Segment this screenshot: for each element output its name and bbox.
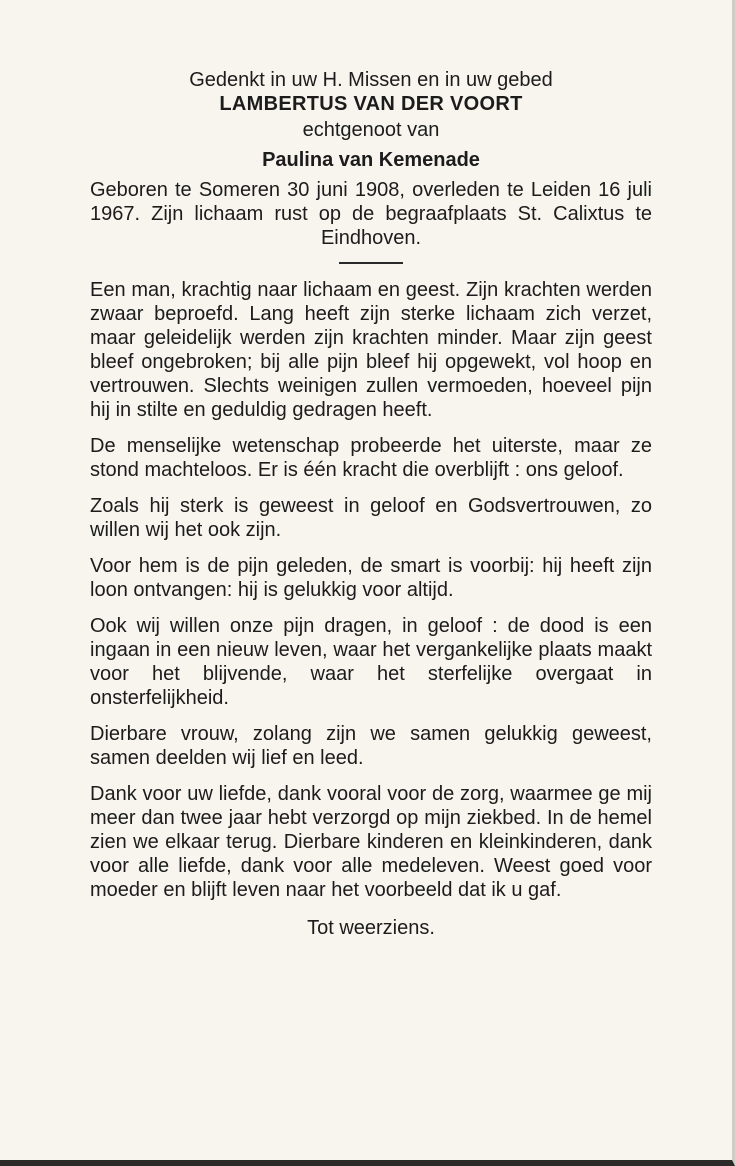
paragraph-6: Dierbare vrouw, zolang zijn we samen gelukkig geweest, samen deelden wij lief en leed. — [90, 723, 652, 769]
paragraph-1: Een man, krachtig naar lichaam en geest. Zijn krachten werden zwaar beproefd. Lang heeft zijn sterke lichaam zich verzet, maar geleidelijk werden zijn krachten minder. Maar zijn geest bleef ongebroken; bij alle pijn bleef hij opgewekt, vol hoop en vertrouwen. Slechts weinigen zullen vermoeden, hoeveel pijn hij in stilte en geduldig gedragen heeft. — [90, 279, 652, 421]
spouse-label: echtgenoot van — [302, 119, 440, 141]
paragraph-3: Zoals hij sterk is geweest in geloof en Godsvertrouwen, zo willen wij het ook zijn. — [90, 495, 652, 541]
paragraph-4: Voor hem is de pijn geleden, de smart is voorbij: hij heeft zijn loon ontvangen: hij is gelukkig voor altijd. — [90, 555, 652, 601]
paragraph-2: De menselijke wetenschap probeerde het uiterste, maar ze stond machteloos. Er is één kracht die overblijft : ons geloof. — [90, 435, 652, 481]
intro-line: Gedenkt in uw H. Missen en in uw gebed — [189, 69, 553, 91]
birth-death-text: Geboren te Someren 30 juni 1908, overleden te Leiden 16 juli 1967. Zijn lichaam rust op de begraafplaats St. Calixtus te Eindhoven. — [90, 179, 652, 249]
spouse-name: Paulina van Kemenade — [262, 149, 480, 171]
card-content — [90, 68, 652, 940]
closing-line: Tot weerziens. — [307, 917, 435, 939]
paragraph-7: Dank voor uw liefde, dank vooral voor de zorg, waarmee ge mij meer dan twee jaar hebt verzorgd op mijn ziekbed. In de hemel zien we elkaar terug. Dierbare kinderen en kleinkinderen, dank voor alle liefde, dank voor alle medeleven. Weest goed voor moeder en blijft leven naar het voorbeeld dat ik u gaf. — [90, 783, 652, 901]
paragraph-5: Ook wij willen onze pijn dragen, in geloof : de dood is een ingaan in een nieuw leven, waar het vergankelijke plaats maakt voor het blijvende, waar het sterfelijke overgaat in onsterfelijkheid. — [90, 615, 652, 709]
deceased-name: LAMBERTUS VAN DER VOORT — [219, 93, 523, 115]
divider-line — [339, 262, 403, 264]
